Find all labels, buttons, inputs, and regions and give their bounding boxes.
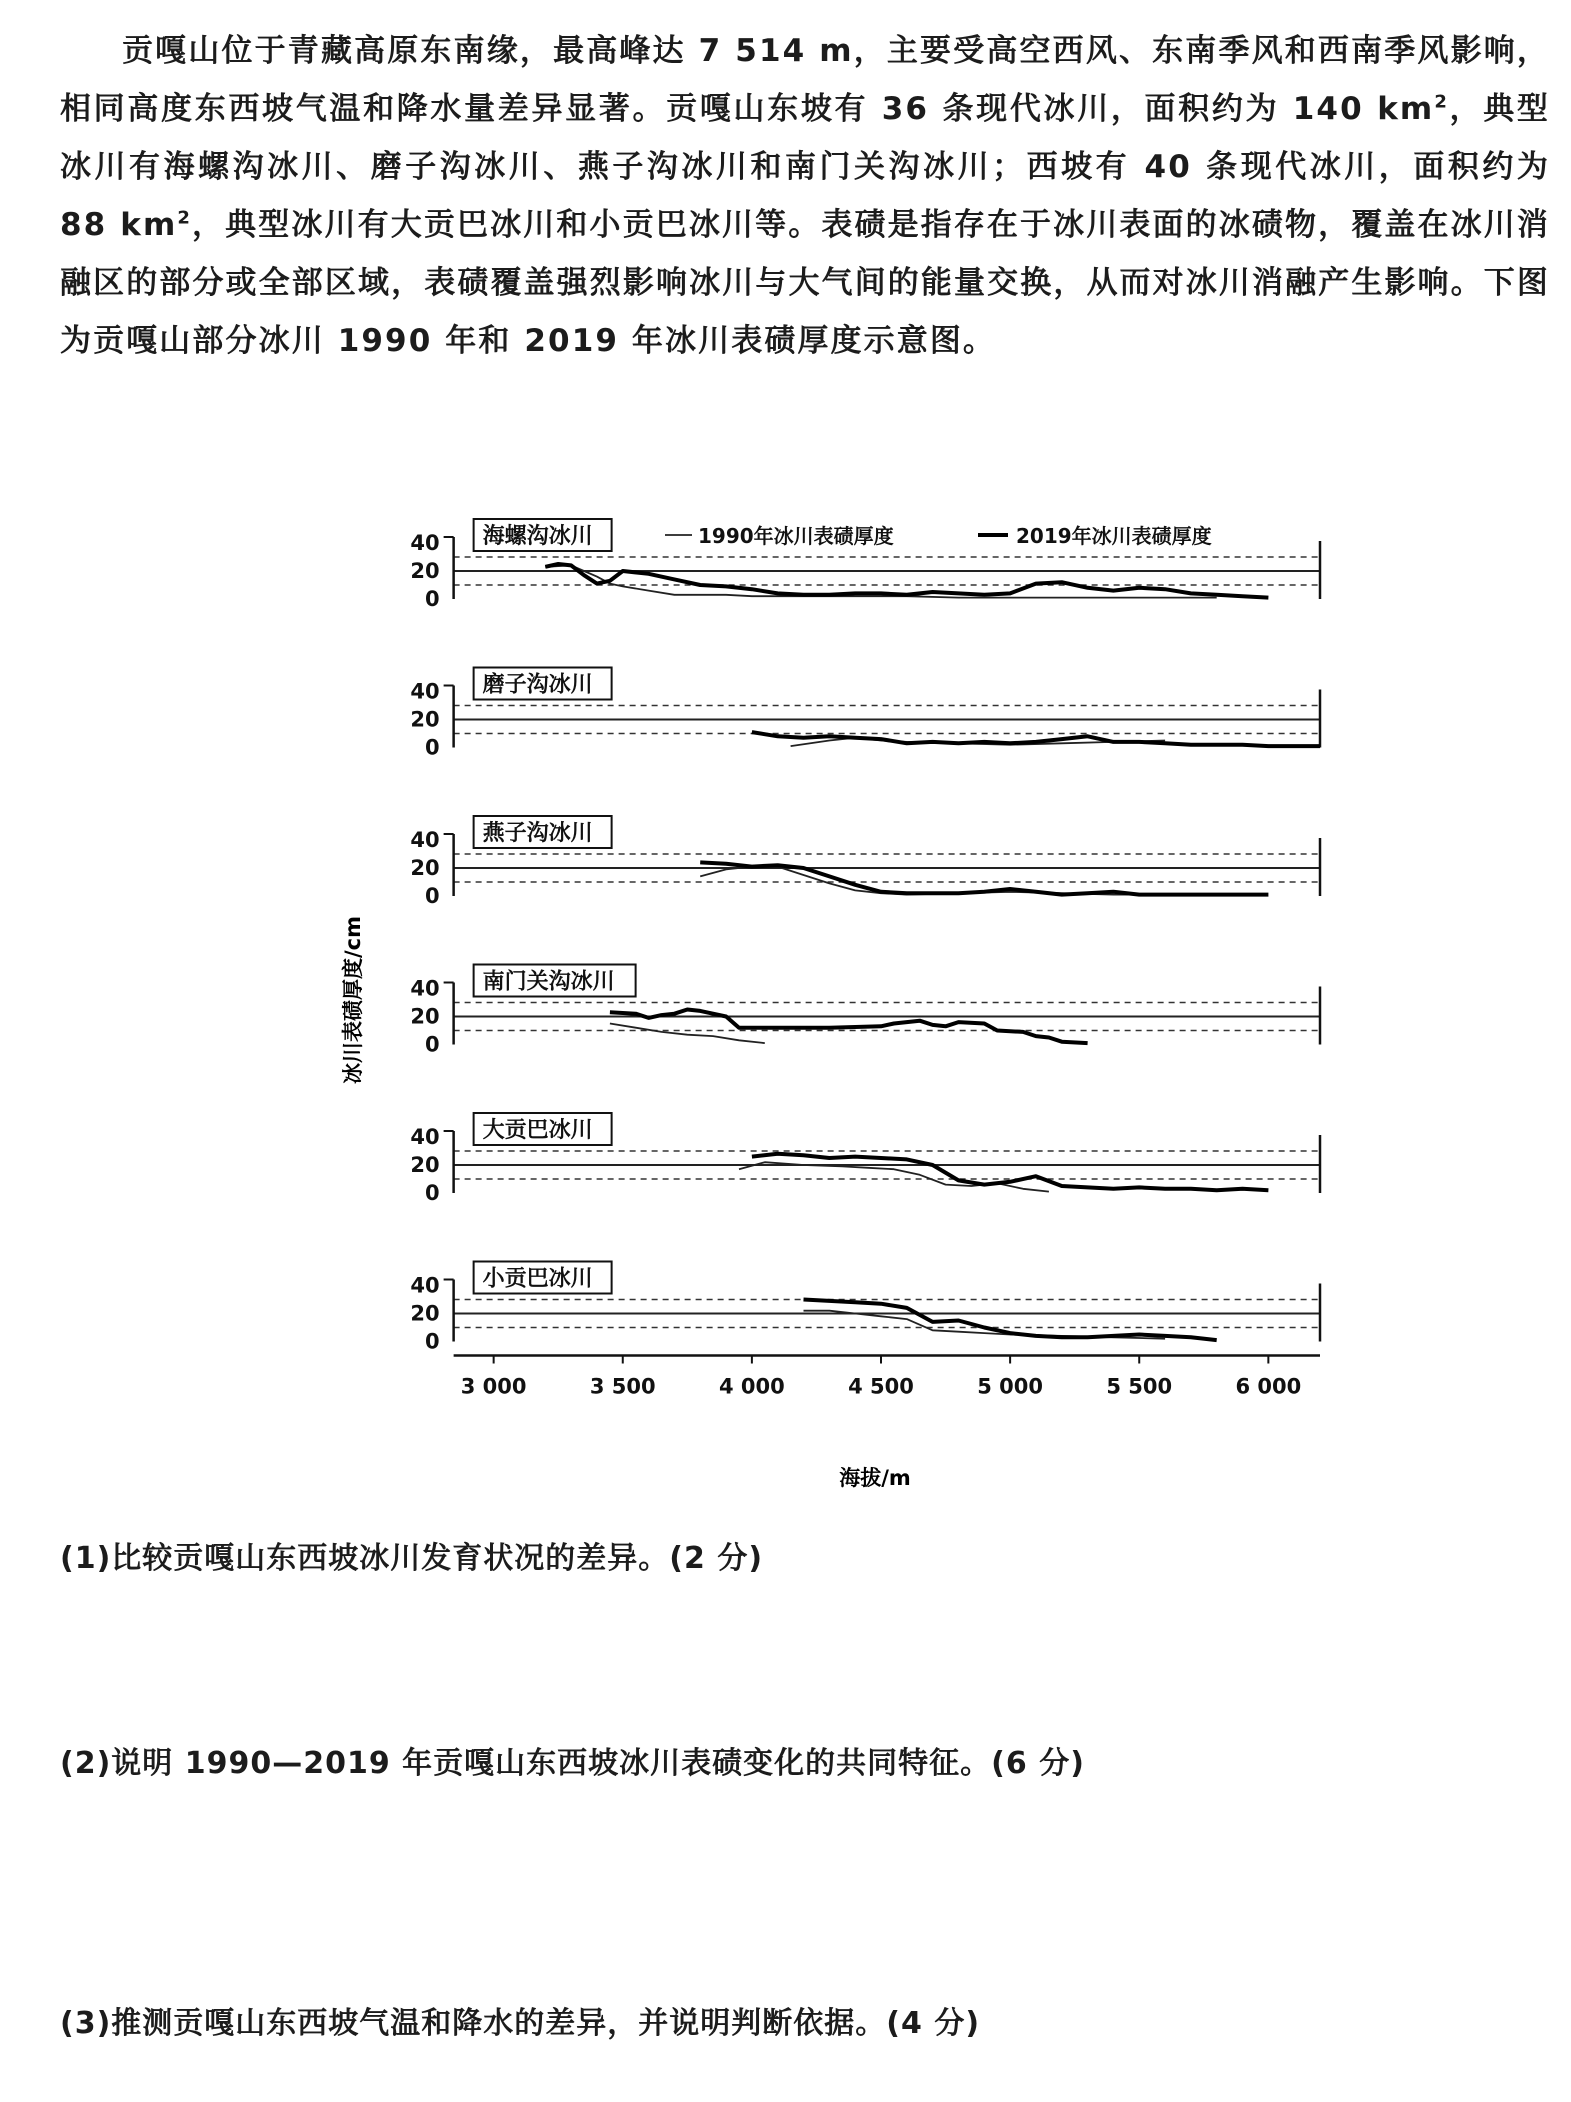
glacier-panel: [410, 1113, 1320, 1205]
legend: [665, 524, 1212, 548]
intro-text: [60, 22, 1550, 370]
y-tick-label: 20: [410, 856, 440, 880]
x-tick-label: 5 000: [977, 1374, 1044, 1399]
glacier-panel: [410, 965, 1320, 1057]
series-2019-line: [752, 1154, 1269, 1190]
glacier-panel: [410, 668, 1320, 760]
x-tick-label: 5 500: [1106, 1374, 1173, 1399]
series-1990-line: [700, 867, 1242, 895]
x-tick-label: 6 000: [1235, 1374, 1302, 1399]
y-tick-label: 0: [424, 587, 440, 611]
panel-title: 大贡巴冰川: [482, 1118, 593, 1143]
y-tick-label: 40: [410, 1125, 440, 1149]
question-1: (1)比较贡嘎山东西坡冰川发育状况的差异。(2 分): [60, 1541, 764, 1576]
x-tick-label: 3 000: [460, 1374, 527, 1399]
glacier-panel: [410, 1262, 1320, 1354]
series-1990-line: [739, 1162, 1049, 1191]
x-axis: [454, 1356, 1320, 1399]
panel-title: 海螺沟冰川: [482, 524, 593, 549]
intro-part-2: ，典型冰川有海螺沟冰川、磨子沟冰川、燕子沟冰川和南门关沟冰川；西坡有 40 条现代冰川，面积约为 88 km: [60, 91, 1550, 243]
panel-title: 南门关沟冰川: [482, 969, 615, 995]
y-tick-label: 20: [410, 1301, 440, 1326]
x-axis-label: 海拔/m: [839, 1466, 911, 1490]
superscript-2: 2: [1434, 91, 1449, 113]
chart-panels: [410, 519, 1320, 1354]
glacier-panel: [410, 816, 1320, 908]
intro-part-1: 贡嘎山位于青藏高原东南缘，最高峰达 7 514 m，主要受高空西风、东南季风和西南季风影响，相同高度东西坡气温和降水量差异显著。贡嘎山东坡有 36 条现代冰川，面积约为 140 km: [60, 33, 1550, 127]
panel-title: 磨子沟冰川: [482, 672, 593, 698]
superscript-2: 2: [177, 207, 192, 229]
y-tick-label: 20: [410, 1153, 440, 1177]
legend-2019-label: 2019年冰川表碛厚度: [1016, 524, 1212, 548]
panel-title: 小贡巴冰川: [482, 1266, 593, 1292]
x-tick-label: 4 000: [718, 1374, 785, 1399]
series-2019-line: [610, 1010, 1088, 1044]
y-tick-label: 20: [410, 1004, 440, 1029]
y-tick-label: 40: [410, 531, 440, 555]
y-tick-label: 40: [410, 679, 440, 704]
x-tick-label: 4 500: [848, 1374, 914, 1399]
y-tick-label: 0: [424, 1329, 440, 1354]
series-2019-line: [545, 564, 1268, 598]
y-tick-label: 20: [410, 559, 440, 583]
question-3: (3)推测贡嘎山东西坡气温和降水的差异，并说明判断依据。(4 分): [60, 2006, 981, 2041]
y-tick-label: 40: [410, 976, 440, 1001]
x-tick-label: 3 500: [589, 1374, 656, 1399]
question-2: (2)说明 1990—2019 年贡嘎山东西坡冰川表碛变化的共同特征。(6 分): [60, 1746, 1085, 1781]
legend-1990-label: 1990年冰川表碛厚度: [698, 524, 894, 548]
series-2019-line: [804, 1300, 1217, 1341]
y-tick-label: 0: [424, 884, 440, 908]
y-tick-label: 0: [424, 1032, 440, 1057]
y-axis-label: 冰川表碛厚度/cm: [341, 916, 365, 1084]
y-tick-label: 20: [410, 707, 440, 732]
intro-part-3: ，典型冰川有大贡巴冰川和小贡巴冰川等。表碛是指存在于冰川表面的冰碛物，覆盖在冰川消融区的部分或全部区域，表碛覆盖强烈影响冰川与大气间的能量交换，从而对冰川消融产生影响。下图为贡嘎山部分冰川 1990 年和 2019 年冰川表碛厚度示意图。: [60, 207, 1550, 359]
panel-title: 燕子沟冰川: [482, 821, 593, 846]
y-tick-label: 0: [424, 735, 440, 760]
debris-thickness-chart: [320, 510, 1340, 1510]
y-tick-label: 40: [410, 1273, 440, 1298]
y-tick-label: 0: [424, 1181, 440, 1205]
intro-paragraph: [60, 22, 1550, 370]
y-tick-label: 40: [410, 828, 440, 852]
